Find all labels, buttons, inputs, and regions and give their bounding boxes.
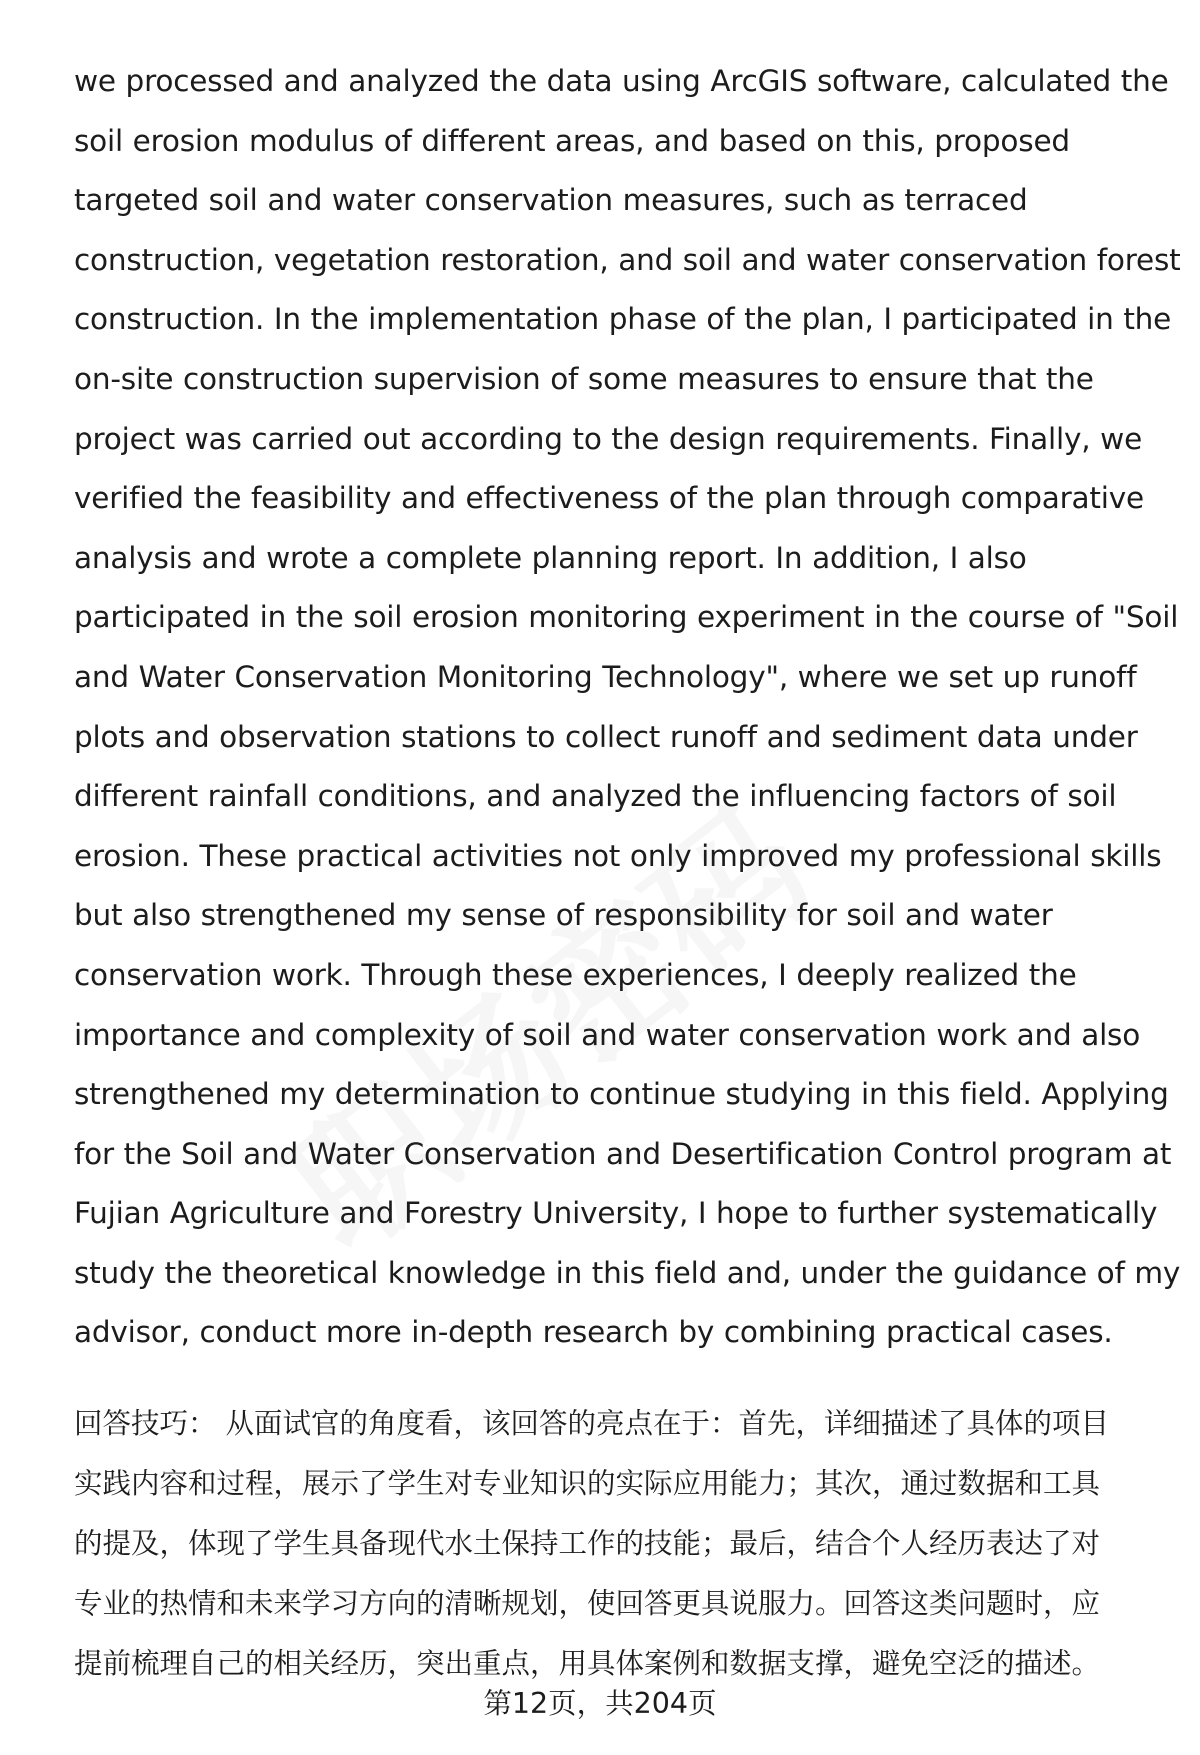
- body-line: targeted soil and water conservation measures, such as terraced: [74, 183, 1028, 218]
- tips-line: 回答技巧： 从面试官的角度看，该回答的亮点在于：首先，详细描述了具体的项目: [74, 1407, 1110, 1440]
- body-line: importance and complexity of soil and water conservation work and also: [74, 1017, 1141, 1052]
- body-line: different rainfall conditions, and analyzed the influencing factors of soil: [74, 779, 1117, 814]
- page-number-footer: 第12页，共204页: [483, 1687, 717, 1720]
- body-line: participated in the soil erosion monitoring experiment in the course of "Soil: [74, 600, 1179, 635]
- body-line: project was carried out according to the design requirements. Finally, we: [74, 421, 1143, 456]
- answer-body: [74, 52, 1181, 1363]
- body-line: analysis and wrote a complete planning report. In addition, I also: [74, 540, 1027, 575]
- body-line: and Water Conservation Monitoring Technology", where we set up runoff: [74, 659, 1137, 694]
- body-line: conservation work. Through these experiences, I deeply realized the: [74, 957, 1077, 992]
- body-line: for the Soil and Water Conservation and Desertification Control program at: [74, 1136, 1172, 1171]
- body-line: plots and observation stations to collect runoff and sediment data under: [74, 719, 1138, 754]
- tips-line: 专业的热情和未来学习方向的清晰规划，使回答更具说服力。回答这类问题时，应: [74, 1587, 1101, 1620]
- body-line: Fujian Agriculture and Forestry University, I hope to further systematically: [74, 1196, 1158, 1231]
- body-line: soil erosion modulus of different areas, and based on this, proposed: [74, 123, 1070, 158]
- body-line: but also strengthened my sense of responsibility for soil and water: [74, 898, 1053, 933]
- body-line: construction. In the implementation phase of the plan, I participated in the: [74, 302, 1172, 337]
- body-line: verified the feasibility and effectiveness of the plan through comparative: [74, 481, 1144, 516]
- body-line: strengthened my determination to continue studying in this field. Applying: [74, 1077, 1169, 1112]
- body-line: we processed and analyzed the data using ArcGIS software, calculated the: [74, 64, 1169, 98]
- tips-line: 提前梳理自己的相关经历，突出重点，用具体案例和数据支撑，避免空泛的描述。: [74, 1647, 1101, 1680]
- tips-line: 的提及，体现了学生具备现代水土保持工作的技能；最后，结合个人经历表达了对: [74, 1527, 1101, 1560]
- body-line: study the theoretical knowledge in this field and, under the guidance of my: [74, 1255, 1181, 1290]
- answer-tips: [74, 1394, 1164, 1694]
- body-line: erosion. These practical activities not only improved my professional skills: [74, 838, 1162, 873]
- body-line: construction, vegetation restoration, and soil and water conservation forest: [74, 242, 1181, 277]
- body-line: advisor, conduct more in-depth research by combining practical cases.: [74, 1315, 1113, 1350]
- tips-line: 实践内容和过程，展示了学生对专业知识的实际应用能力；其次，通过数据和工具: [74, 1467, 1101, 1500]
- body-line: on-site construction supervision of some measures to ensure that the: [74, 361, 1094, 396]
